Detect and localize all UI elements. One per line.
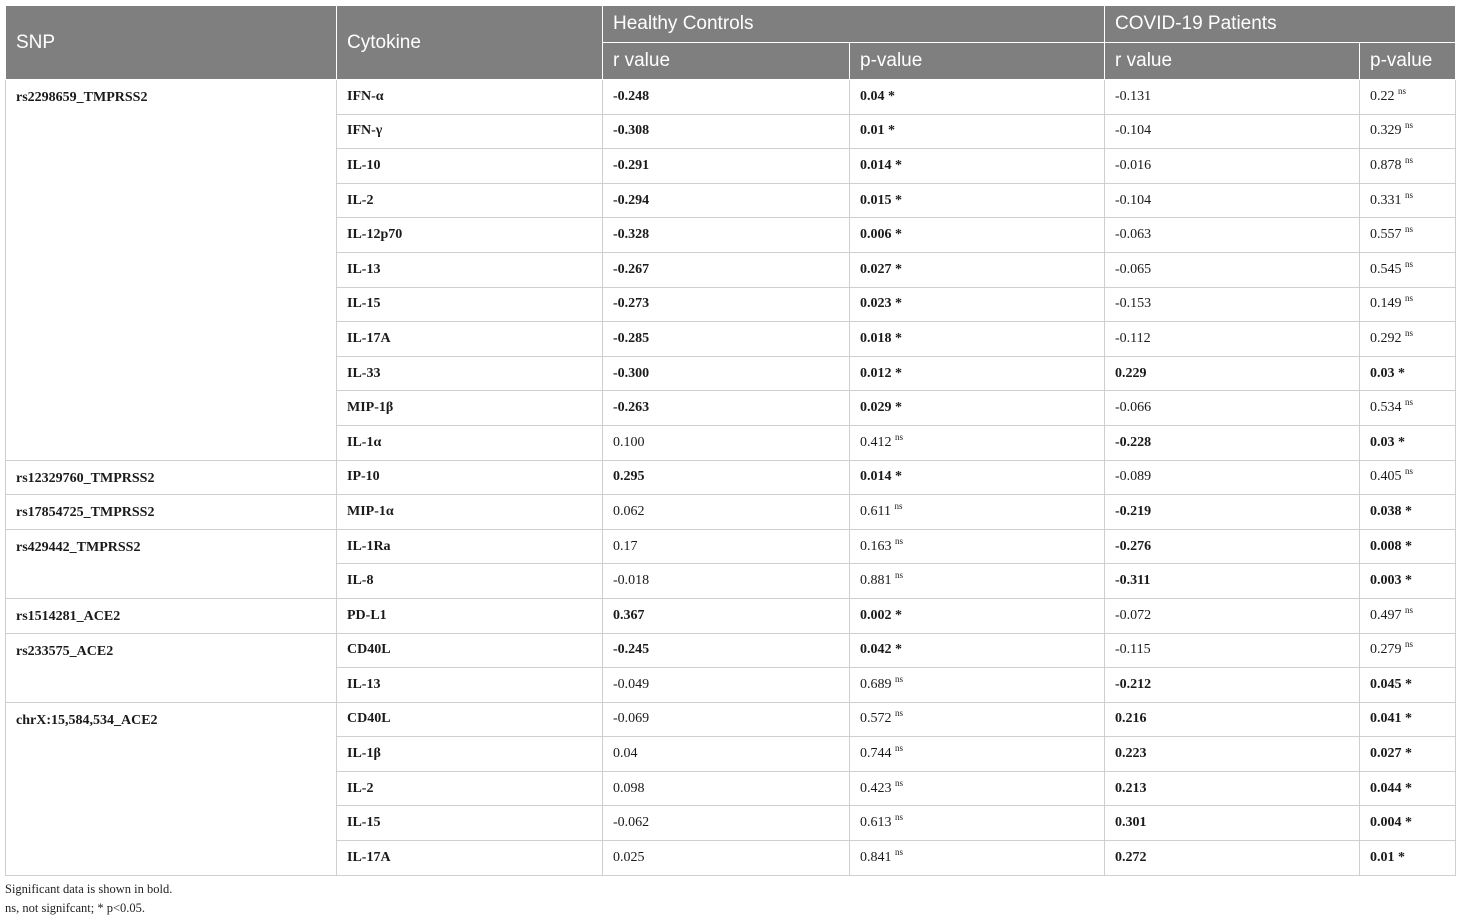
significance-marker: * <box>1405 780 1413 796</box>
cv-r-cell <box>1105 460 1360 495</box>
cytokine-cell: IFN-α <box>337 80 603 115</box>
hc-r-cell <box>603 391 850 426</box>
hc-p-cell <box>850 668 1105 703</box>
cytokine-cell: PD-L1 <box>337 598 603 633</box>
cytokine-cell: IL-8 <box>337 564 603 599</box>
hc-p-cell-value: 0.018 <box>860 330 892 346</box>
hc-r-cell-value: -0.285 <box>613 330 650 346</box>
hc-r-cell <box>603 633 850 668</box>
cv-r-cell <box>1105 356 1360 391</box>
significance-marker: * <box>1405 815 1413 831</box>
significance-marker: * <box>895 261 902 277</box>
cv-p-cell-value: 0.008 <box>1370 538 1402 554</box>
cytokine-cell: IL-13 <box>337 252 603 287</box>
significance-marker: ns <box>895 535 904 546</box>
table-row <box>6 80 1456 115</box>
cv-p-cell-value: 0.03 <box>1370 434 1395 450</box>
header-cytokine: Cytokine <box>337 6 603 80</box>
hc-r-cell <box>603 737 850 772</box>
header-cv-p-value: p-value <box>1360 43 1456 80</box>
hc-p-cell <box>850 702 1105 737</box>
cv-r-cell <box>1105 668 1360 703</box>
hc-r-cell-value: 0.100 <box>613 434 645 450</box>
significance-marker: ns <box>1405 154 1414 165</box>
cv-r-cell-value: -0.219 <box>1115 503 1152 519</box>
cv-r-cell-value: -0.089 <box>1115 469 1152 485</box>
significance-marker: * <box>888 88 895 104</box>
hc-r-cell <box>603 322 850 357</box>
header-healthy-controls: Healthy Controls <box>603 6 1105 43</box>
snp-cell: rs429442_TMPRSS2 <box>6 529 337 598</box>
cytokine-cell: IL-12p70 <box>337 218 603 253</box>
cv-r-cell <box>1105 702 1360 737</box>
footnotes <box>5 880 172 918</box>
hc-p-cell <box>850 529 1105 564</box>
cv-p-cell <box>1360 633 1456 668</box>
cv-p-cell-value: 0.534 <box>1370 400 1402 416</box>
significance-marker: * <box>1405 676 1413 692</box>
snp-cell: rs17854725_TMPRSS2 <box>6 495 337 530</box>
table-row <box>6 529 1456 564</box>
cv-r-cell <box>1105 771 1360 806</box>
cv-p-cell <box>1360 841 1456 876</box>
significance-marker: ns <box>1405 258 1414 269</box>
hc-p-cell-value: 0.412 <box>860 434 892 450</box>
hc-p-cell-value: 0.613 <box>860 815 892 831</box>
significance-marker: ns <box>895 708 904 719</box>
hc-p-cell-value: 0.023 <box>860 296 892 312</box>
significance-marker: ns <box>895 777 904 788</box>
cv-r-cell <box>1105 252 1360 287</box>
cytokine-cell: IL-10 <box>337 149 603 184</box>
cv-r-cell-value: -0.153 <box>1115 296 1152 312</box>
hc-p-cell-value: 0.611 <box>860 503 891 519</box>
hc-r-cell-value: -0.263 <box>613 400 650 416</box>
hc-p-cell-value: 0.01 <box>860 123 885 139</box>
significance-marker: ns <box>895 570 904 581</box>
hc-r-cell-value: -0.267 <box>613 261 650 277</box>
significance-marker: * <box>895 296 902 312</box>
cytokine-cell: IL-17A <box>337 841 603 876</box>
cv-p-cell-value: 0.545 <box>1370 261 1402 277</box>
table-row <box>6 598 1456 633</box>
cytokine-cell: IL-2 <box>337 183 603 218</box>
cv-r-cell <box>1105 737 1360 772</box>
significance-marker: * <box>1405 573 1413 589</box>
hc-p-cell-value: 0.002 <box>860 607 892 623</box>
cytokine-cell: IL-1β <box>337 737 603 772</box>
hc-p-cell-value: 0.027 <box>860 261 892 277</box>
hc-r-cell <box>603 252 850 287</box>
cytokine-cell: IL-33 <box>337 356 603 391</box>
cytokine-cell: IFN-γ <box>337 114 603 149</box>
cv-p-cell-value: 0.878 <box>1370 157 1402 173</box>
hc-p-cell <box>850 322 1105 357</box>
hc-r-cell-value: -0.049 <box>613 676 650 692</box>
significance-marker: * <box>1398 434 1406 450</box>
significance-marker: ns <box>1405 639 1414 650</box>
cv-r-cell <box>1105 564 1360 599</box>
header-cv-r-value: r value <box>1105 43 1360 80</box>
hc-r-cell-value: 0.04 <box>613 746 638 762</box>
hc-p-cell <box>850 806 1105 841</box>
hc-p-cell-value: 0.04 <box>860 88 885 104</box>
cv-r-cell-value: -0.212 <box>1115 676 1152 692</box>
hc-p-cell <box>850 218 1105 253</box>
cv-p-cell <box>1360 80 1456 115</box>
cv-p-cell <box>1360 218 1456 253</box>
footnote-ns: ns, not signifcant; * p<0.05. <box>5 901 146 915</box>
significance-marker: ns <box>1398 85 1407 96</box>
cv-r-cell-value: -0.228 <box>1115 434 1152 450</box>
hc-p-cell <box>850 425 1105 460</box>
hc-r-cell-value: -0.300 <box>613 365 650 381</box>
cv-r-cell-value: -0.276 <box>1115 538 1152 554</box>
hc-p-cell <box>850 737 1105 772</box>
hc-r-cell-value: -0.248 <box>613 88 650 104</box>
cv-p-cell <box>1360 529 1456 564</box>
hc-r-cell-value: -0.245 <box>613 642 650 658</box>
significance-marker: ns <box>1405 466 1414 477</box>
hc-r-cell <box>603 460 850 495</box>
significance-marker: * <box>895 400 902 416</box>
cv-r-cell-value: -0.063 <box>1115 227 1152 243</box>
significance-marker: * <box>895 330 902 346</box>
hc-p-cell <box>850 114 1105 149</box>
header-snp: SNP <box>6 6 337 80</box>
snp-cell: rs1514281_ACE2 <box>6 598 337 633</box>
cytokine-cell: MIP-1α <box>337 495 603 530</box>
hc-p-cell <box>850 633 1105 668</box>
hc-r-cell <box>603 806 850 841</box>
hc-p-cell-value: 0.006 <box>860 227 892 243</box>
hc-r-cell <box>603 183 850 218</box>
cv-p-cell-value: 0.003 <box>1370 573 1402 589</box>
cv-r-cell <box>1105 80 1360 115</box>
cv-r-cell <box>1105 218 1360 253</box>
cv-r-cell-value: -0.131 <box>1115 88 1152 104</box>
hc-p-cell-value: 0.572 <box>860 711 892 727</box>
cytokine-cell: IL-15 <box>337 287 603 322</box>
cv-p-cell <box>1360 114 1456 149</box>
significance-marker: * <box>1398 365 1406 381</box>
table-row <box>6 460 1456 495</box>
hc-r-cell <box>603 529 850 564</box>
cv-p-cell <box>1360 183 1456 218</box>
cv-r-cell <box>1105 495 1360 530</box>
cv-r-cell <box>1105 391 1360 426</box>
significance-marker: ns <box>895 743 904 754</box>
table-row <box>6 495 1456 530</box>
cv-p-cell-value: 0.004 <box>1370 815 1402 831</box>
cv-p-cell-value: 0.044 <box>1370 780 1402 796</box>
hc-p-cell-value: 0.042 <box>860 642 892 658</box>
cytokine-cell: IL-2 <box>337 771 603 806</box>
hc-r-cell-value: 0.098 <box>613 780 645 796</box>
cv-r-cell-value: 0.301 <box>1115 815 1147 831</box>
significance-marker: * <box>895 365 902 381</box>
cv-p-cell <box>1360 806 1456 841</box>
hc-p-cell <box>850 771 1105 806</box>
cv-p-cell <box>1360 149 1456 184</box>
hc-r-cell-value: -0.069 <box>613 711 650 727</box>
hc-r-cell-value: -0.018 <box>613 573 650 589</box>
cv-r-cell <box>1105 149 1360 184</box>
cv-p-cell-value: 0.405 <box>1370 469 1402 485</box>
cv-p-cell <box>1360 771 1456 806</box>
hc-p-cell-value: 0.163 <box>860 538 892 554</box>
significance-marker: * <box>1405 746 1413 762</box>
hc-r-cell <box>603 218 850 253</box>
cv-r-cell <box>1105 183 1360 218</box>
cv-r-cell-value: 0.223 <box>1115 746 1147 762</box>
significance-marker: * <box>895 192 902 208</box>
cv-r-cell-value: -0.016 <box>1115 157 1152 173</box>
hc-r-cell <box>603 149 850 184</box>
hc-r-cell-value: -0.294 <box>613 192 650 208</box>
significance-marker: ns <box>1405 120 1414 131</box>
cv-r-cell <box>1105 425 1360 460</box>
hc-r-cell <box>603 495 850 530</box>
cv-p-cell-value: 0.038 <box>1370 503 1402 519</box>
cv-p-cell-value: 0.557 <box>1370 227 1402 243</box>
hc-r-cell-value: 0.17 <box>613 538 638 554</box>
snp-cell: chrX:15,584,534_ACE2 <box>6 702 337 875</box>
hc-r-cell-value: 0.025 <box>613 849 645 865</box>
cv-p-cell <box>1360 287 1456 322</box>
significance-marker: ns <box>895 431 904 442</box>
cv-r-cell <box>1105 287 1360 322</box>
hc-r-cell <box>603 702 850 737</box>
significance-marker: * <box>1398 849 1406 865</box>
hc-p-cell-value: 0.744 <box>860 746 892 762</box>
cytokine-cell: CD40L <box>337 702 603 737</box>
cytokine-cell: IL-1α <box>337 425 603 460</box>
hc-r-cell <box>603 668 850 703</box>
cytokine-cell: CD40L <box>337 633 603 668</box>
cv-p-cell <box>1360 356 1456 391</box>
cv-p-cell <box>1360 495 1456 530</box>
cytokine-cell: IL-15 <box>337 806 603 841</box>
table-row <box>6 702 1456 737</box>
cv-r-cell <box>1105 806 1360 841</box>
hc-p-cell <box>850 183 1105 218</box>
hc-r-cell <box>603 771 850 806</box>
cv-r-cell <box>1105 529 1360 564</box>
cv-p-cell <box>1360 702 1456 737</box>
results-table <box>5 5 1456 876</box>
hc-r-cell-value: -0.273 <box>613 296 650 312</box>
hc-r-cell-value: 0.062 <box>613 503 645 519</box>
cv-r-cell <box>1105 114 1360 149</box>
hc-p-cell-value: 0.689 <box>860 676 892 692</box>
cv-r-cell-value: -0.112 <box>1115 330 1151 346</box>
significance-marker: ns <box>895 846 904 857</box>
hc-p-cell <box>850 149 1105 184</box>
hc-p-cell-value: 0.881 <box>860 573 892 589</box>
significance-marker: * <box>895 469 902 485</box>
cytokine-cell: IP-10 <box>337 460 603 495</box>
hc-p-cell-value: 0.014 <box>860 157 892 173</box>
cytokine-cell: IL-1Ra <box>337 529 603 564</box>
cytokine-cell: MIP-1β <box>337 391 603 426</box>
hc-r-cell <box>603 425 850 460</box>
significance-marker: * <box>1405 711 1413 727</box>
cv-r-cell-value: -0.104 <box>1115 123 1152 139</box>
significance-marker: ns <box>895 812 904 823</box>
hc-p-cell-value: 0.029 <box>860 400 892 416</box>
significance-marker: ns <box>1405 327 1414 338</box>
snp-cell: rs12329760_TMPRSS2 <box>6 460 337 495</box>
hc-p-cell-value: 0.841 <box>860 849 892 865</box>
hc-r-cell <box>603 114 850 149</box>
cv-p-cell-value: 0.279 <box>1370 642 1402 658</box>
hc-p-cell <box>850 841 1105 876</box>
hc-p-cell <box>850 564 1105 599</box>
table-row <box>6 633 1456 668</box>
cv-p-cell-value: 0.329 <box>1370 123 1402 139</box>
cv-p-cell <box>1360 598 1456 633</box>
cv-r-cell-value: 0.229 <box>1115 365 1147 381</box>
cv-p-cell-value: 0.045 <box>1370 676 1402 692</box>
cv-r-cell <box>1105 841 1360 876</box>
cv-p-cell <box>1360 564 1456 599</box>
cv-r-cell <box>1105 322 1360 357</box>
cv-p-cell-value: 0.292 <box>1370 330 1402 346</box>
cv-p-cell-value: 0.497 <box>1370 607 1402 623</box>
cv-r-cell-value: 0.213 <box>1115 780 1147 796</box>
hc-p-cell <box>850 287 1105 322</box>
cv-r-cell-value: 0.216 <box>1115 711 1147 727</box>
hc-p-cell <box>850 356 1105 391</box>
hc-r-cell <box>603 564 850 599</box>
cv-r-cell-value: -0.311 <box>1115 573 1151 589</box>
header-covid-patients: COVID-19 Patients <box>1105 6 1456 43</box>
hc-p-cell-value: 0.012 <box>860 365 892 381</box>
cv-p-cell-value: 0.331 <box>1370 192 1402 208</box>
table-body <box>6 80 1456 876</box>
significance-marker: * <box>1405 538 1413 554</box>
hc-r-cell-value: 0.295 <box>613 469 645 485</box>
hc-p-cell-value: 0.014 <box>860 469 892 485</box>
cv-p-cell <box>1360 668 1456 703</box>
snp-cell: rs233575_ACE2 <box>6 633 337 702</box>
hc-p-cell <box>850 495 1105 530</box>
significance-marker: * <box>888 123 895 139</box>
cv-r-cell-value: -0.065 <box>1115 261 1152 277</box>
cv-p-cell <box>1360 391 1456 426</box>
table-header <box>6 6 1456 80</box>
hc-r-cell <box>603 80 850 115</box>
significance-marker: * <box>1405 503 1413 519</box>
significance-marker: ns <box>1405 224 1414 235</box>
cv-p-cell-value: 0.149 <box>1370 296 1402 312</box>
hc-r-cell <box>603 841 850 876</box>
hc-r-cell <box>603 598 850 633</box>
cv-r-cell <box>1105 633 1360 668</box>
cv-p-cell-value: 0.01 <box>1370 849 1395 865</box>
hc-p-cell-value: 0.423 <box>860 780 892 796</box>
hc-r-cell-value: -0.062 <box>613 815 650 831</box>
hc-p-cell <box>850 80 1105 115</box>
hc-p-cell <box>850 598 1105 633</box>
significance-marker: ns <box>1405 604 1414 615</box>
cv-r-cell-value: -0.066 <box>1115 400 1152 416</box>
cv-p-cell <box>1360 737 1456 772</box>
cv-p-cell-value: 0.03 <box>1370 365 1395 381</box>
hc-p-cell-value: 0.015 <box>860 192 892 208</box>
significance-marker: ns <box>895 673 904 684</box>
header-hc-r-value: r value <box>603 43 850 80</box>
significance-marker: ns <box>1405 189 1414 200</box>
header-hc-p-value: p-value <box>850 43 1105 80</box>
cv-r-cell-value: 0.272 <box>1115 849 1147 865</box>
cv-r-cell <box>1105 598 1360 633</box>
cv-p-cell-value: 0.041 <box>1370 711 1402 727</box>
significance-marker: * <box>895 157 902 173</box>
significance-marker: * <box>895 227 902 243</box>
hc-p-cell <box>850 391 1105 426</box>
cv-p-cell <box>1360 252 1456 287</box>
cytokine-cell: IL-13 <box>337 668 603 703</box>
significance-marker: ns <box>1405 293 1414 304</box>
cv-r-cell-value: -0.115 <box>1115 642 1151 658</box>
cv-p-cell-value: 0.22 <box>1370 88 1395 104</box>
hc-r-cell-value: -0.291 <box>613 157 650 173</box>
significance-marker: ns <box>894 500 903 511</box>
hc-r-cell-value: -0.328 <box>613 227 650 243</box>
hc-p-cell <box>850 460 1105 495</box>
cv-r-cell-value: -0.072 <box>1115 607 1152 623</box>
hc-r-cell <box>603 356 850 391</box>
cv-p-cell <box>1360 460 1456 495</box>
cv-p-cell-value: 0.027 <box>1370 746 1402 762</box>
significance-marker: ns <box>1405 397 1414 408</box>
footnote-bold: Significant data is shown in bold. <box>5 882 173 896</box>
hc-r-cell-value: -0.308 <box>613 123 650 139</box>
significance-marker: * <box>895 642 902 658</box>
cv-r-cell-value: -0.104 <box>1115 192 1152 208</box>
snp-cell: rs2298659_TMPRSS2 <box>6 80 337 461</box>
cv-p-cell <box>1360 322 1456 357</box>
hc-r-cell-value: 0.367 <box>613 607 645 623</box>
cv-p-cell <box>1360 425 1456 460</box>
cytokine-cell: IL-17A <box>337 322 603 357</box>
table-container <box>5 5 1455 876</box>
hc-p-cell <box>850 252 1105 287</box>
hc-r-cell <box>603 287 850 322</box>
significance-marker: * <box>895 607 902 623</box>
